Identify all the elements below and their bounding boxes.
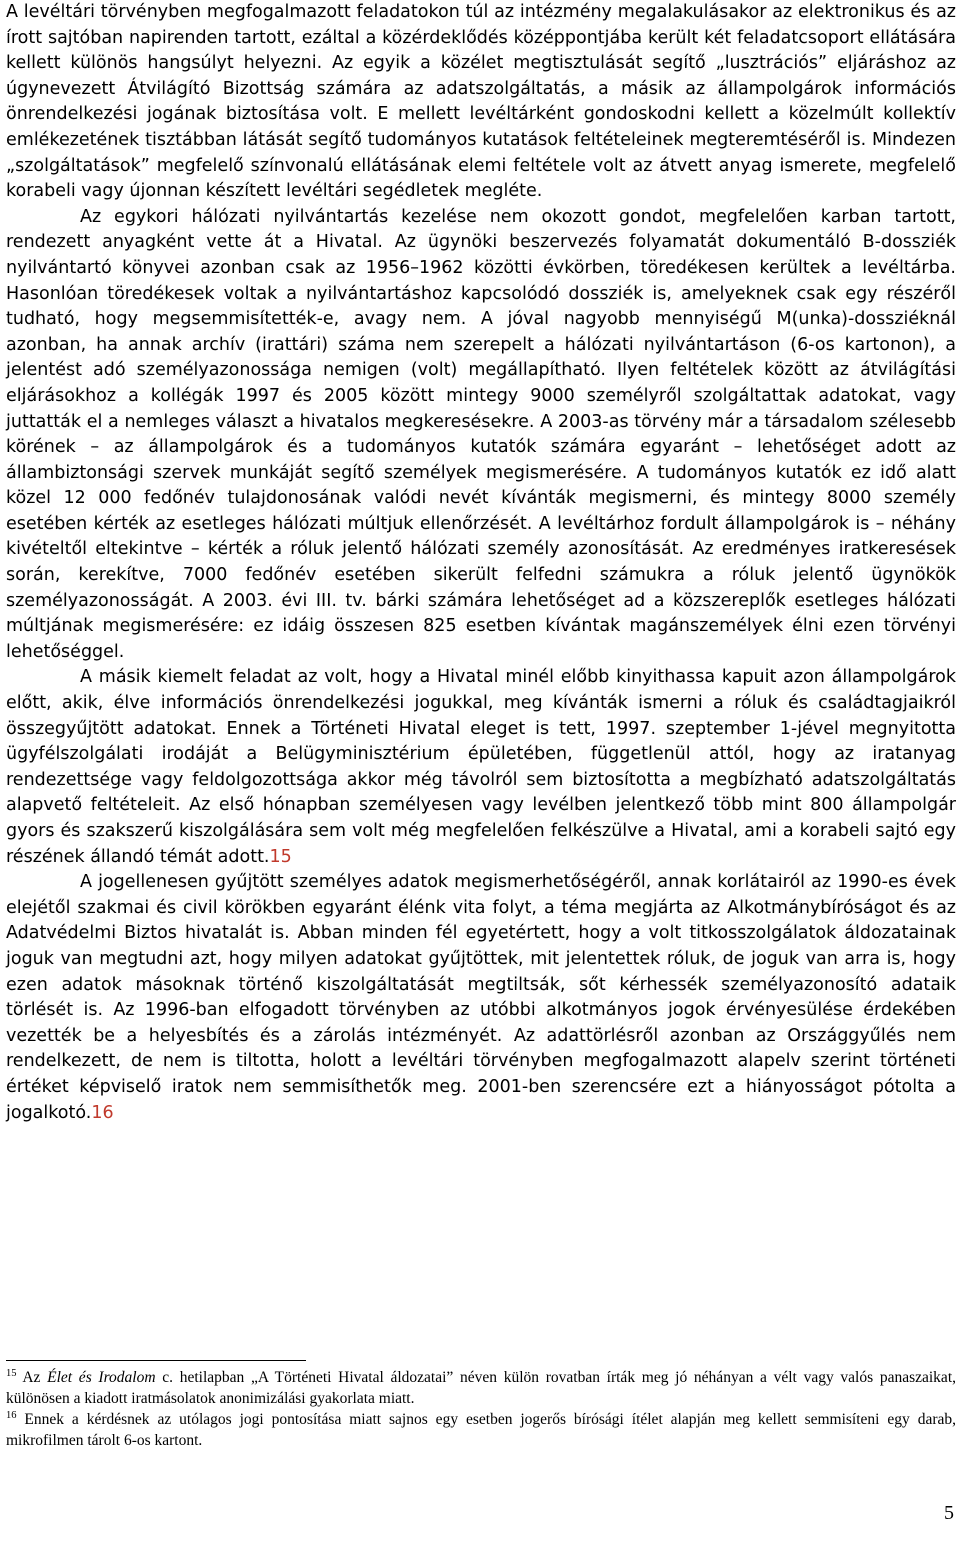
paragraph-4-text: A jogellenesen gyűjtött személyes adatok megismerhetőségéről, annak korlátairól az 1990-es évek elejétől szakmai és civil körökben egyaránt élénk vita folyt, a téma megjárta az Alkotmánybíróságot és az Adatvédelmi Biztos hivatalát is. Abban minden fél egyetértett, hogy a volt titkosszolgálatok áldozatainak joguk van megtudni azt, hogy milyen adatokat gyűjtöttek, mit jelentettek róluk, de joguk van arra is, hogy ezen adatok másoknak történő kiszolgáltatását megtiltsák, sőt kérhessék személyazonosító adataik törlését is. Az 1996-ban elfogadott törvényben az utóbbi alkotmányos jogok érvényesülése érdekében vezették be a helyesbítés és a zárolás intézményét. Az adattörlésről azonban az Országgyűlés nem rendelkezett, de nem is tiltotta, holott a levéltári törvényben megfogalmazott alapelv szerint történeti értéket képviselő iratok nem semmisíthetők meg. 2001-ben szerencsére ezt a hiányosságot pótolta a jogalkotó. — [6, 872, 956, 1123]
paragraph-1-rest: Az egyik a közélet megtisztulását segítő „lusztrációs” eljáráshoz az úgynevezett Átvilágító Bizottság számára az adatszolgáltatás, a másik az állampolgárok információs önrendelkezési jogának biztosítása volt. E mellett levéltárként gondoskodni kellett a közelmúlt kollektív emlékezetének tisztábban látását segítő tudományos kutatások feltételeinek megteremtéséről is. Mindezen „szolgáltatások” megfelelő színvonalú ellátásának elemi feltétele volt az átvett anyag ismerete, megfelelő korabeli vagy újonnan készített levéltári segédletek megléte. — [6, 53, 956, 202]
document-page — [6, 0, 956, 1126]
paragraph-3-text: A másik kiemelt feladat az volt, hogy a Hivatal minél előbb kinyithassa kapuit azon állampolgárok előtt, akik, élve információs önrendelkezési jogukkal, meg kívánták ismerni a róluk és családtagjaikról összegyűjtött adatokat. Ennek a Történeti Hivatal eleget is tett, 1997. szeptember 1-jével megnyitotta ügyfélszolgálati irodáját a Belügyminisztérium épületében, függetlenül attól, hogy az iratanyag rendezettsége vagy feldolgozottsága akkor még távolról sem biztosította a megbízható adatszolgáltatás alapvető feltételeit. Az első hónapban személyesen vagy levélben jelentkező több mint 800 állampolgár gyors és szakszerű kiszolgálására sem volt még megfelelően felkészülve a Hivatal, ami a korabeli sajtó egy részének állandó témát adott. — [6, 667, 956, 867]
footnotes — [6, 1360, 956, 1451]
footnote-ref-15[interactable]: 15 — [269, 846, 292, 867]
footnote-15-text: c. hetilapban „A Történeti Hivatal áldozatai” néven külön rovatban írták meg jó néhányan a vélt vagy valós panaszaikat, különösen a kiadott iratmásolatok anonimizálási gyakorlata miatt. — [6, 1369, 956, 1407]
footnote-15-title: Élet és Irodalom — [47, 1369, 156, 1386]
page-number: 5 — [944, 1502, 954, 1524]
footnote-15-number: 15 — [6, 1367, 17, 1379]
paragraph-4 — [6, 870, 956, 1126]
footnote-ref-16[interactable]: 16 — [91, 1102, 114, 1123]
footnote-15-pre: Az — [16, 1369, 48, 1386]
footnote-16-text: Ennek a kérdésnek az utólagos jogi pontosítása miatt sajnos egy esetben jogerős bírósági ítélet alapján meg kellett semmisíteni egy darab, mikrofilmen tárolt 6-os kartont. — [6, 1411, 956, 1449]
footnote-divider — [6, 1360, 306, 1361]
paragraph-3 — [6, 665, 956, 870]
paragraph-1 — [6, 0, 956, 205]
paragraph-1-intro: A levéltári törvényben megfogalmazott feladatokon túl az intézmény megalakulásakor az elektronikus és az írott sajtóban napirenden tartott, ezáltal a közérdeklődés középpontjába került két feladatcsoport ellátására kellett különös hangsúlyt helyezni. — [6, 2, 956, 74]
paragraph-2: Az egykori hálózati nyilvántartás kezelése nem okozott gondot, megfelelően karban tartott, rendezett anyagként vette át a Hivatal. Az ügynöki beszervezés folyamatát dokumentáló B-dossziék nyilvántartó könyvei azonban csak az 1956–1962 közötti évkörben, töredékesen kerültek a levéltárba. Hasonlóan töredékesek voltak a nyilvántartáshoz kapcsolódó dossziék is, amelyeknek csak egy részéről tudható, hogy megsemmisítették-e, avagy nem. A jóval nagyobb mennyiségű M(unka)-dossziéknál azonban, ha annak archív (irattári) száma nem szerepelt a hálózati nyilvántartáson (6-os kartonon), a jelentést adó személyazonossága nemigen (volt) megállapítható. Ilyen feltételek között az átvilágítási eljárásokhoz a kollégák 1997 és 2005 között mintegy 9000 személyről szolgáltattak adatokat, vagy juttatták el a nemleges választ a hivatalos megkeresésekre. A 2003-as törvény már a társadalom szélesebb körének – az állampolgárok és a tudományos kutatók számára egyaránt – lehetőséget adott az állambiztonsági szervek munkáját segítő személyek megismerésére. A tudományos kutatók ez idő alatt közel 12 000 fedőnév tulajdonosának valódi nevét kívánták megismerni, és mintegy 8000 személy esetében kérték az esetleges hálózati múltjuk ellenőrzését. A levéltárhoz fordult állampolgárok is – néhány kivételtől eltekintve – kérték a róluk jelentő hálózati személy azonosítását. Az eredményes iratkeresések során, kerekítve, 7000 fedőnév esetében sikerült felfedni számukra a róluk jelentő ügynökök személyazonosságát. A 2003. évi III. tv. bárki számára lehetőséget ad a közszereplők esetleges hálózati múltjának megismerésére: ez idáig összesen 825 esetben kívántak magánszemélyek élni ezen törvényi lehetőséggel. — [6, 206, 956, 662]
footnote-15 — [6, 1367, 956, 1409]
footnote-16 — [6, 1409, 956, 1451]
footnote-16-number: 16 — [6, 1409, 17, 1421]
